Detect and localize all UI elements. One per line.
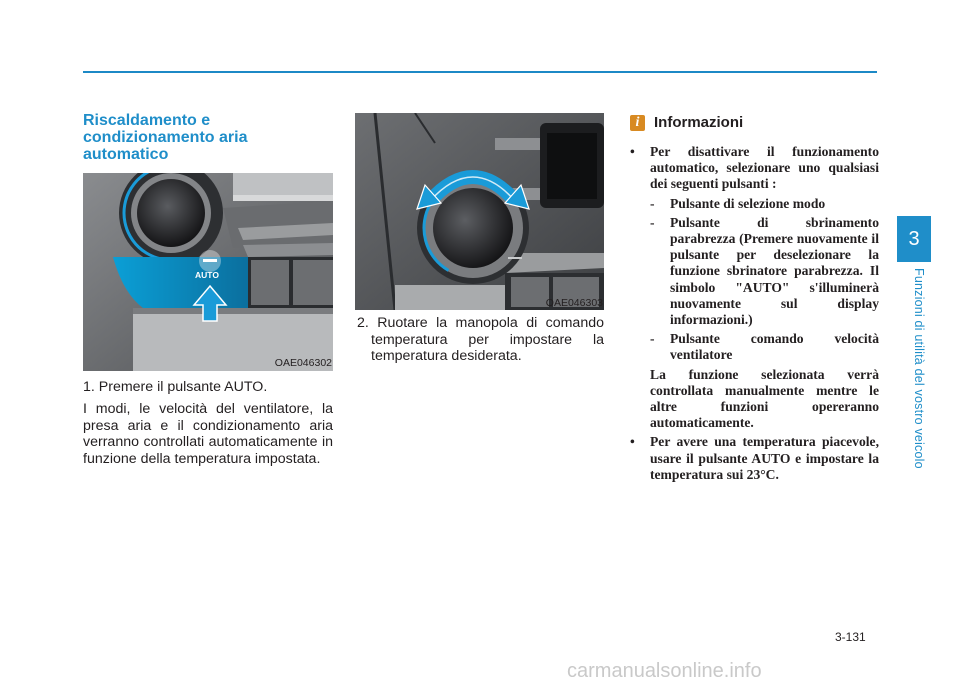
step-1-description: I modi, le velocità del ventilatore, la presa aria e il condizionamento aria verranno controllati automaticamente in funzione della temperatura impostata. [83,401,333,467]
info-paragraph: La funzione selezionata verrà controllata manualmente mentre le altre funzioni opereranno automaticamente. [650,366,879,431]
watermark: carmanualsonline.info [567,660,762,682]
info-body [630,144,879,483]
info-title: Informazioni [654,114,744,131]
figure-auto-button [83,173,333,371]
chapter-title: Funzioni di utilità del vostro veicolo [912,268,926,469]
figure1-code: OAE046302 [274,357,332,369]
section-title: Riscaldamento e condizionamento aria automatico [83,112,248,163]
info-subitem-fan: - Pulsante comando velocità ventilatore [650,331,879,363]
info-bullet-2: • Per avere una temperatura piacevole, usare il pulsante AUTO e impostare la temperatura sui 23°C. [630,434,879,482]
info-header [630,114,743,131]
step-2: 2. Ruotare la manopola di comando temperatura per impostare la temperatura desiderata. [357,315,604,364]
step-1: 1. Premere il pulsante AUTO. [83,379,268,395]
bullet-marker: • [630,434,635,450]
figure-temperature-knob [355,113,604,310]
chapter-tab: 3 [897,216,931,262]
page-number: 3-131 [835,630,866,644]
info-subitem-mode: - Pulsante di selezione modo [650,195,826,211]
info-icon: i [630,115,645,131]
svg-text:AUTO: AUTO [195,270,219,280]
top-rule [83,71,877,73]
info-bullet-1: • Per disattivare il funzionamento automatico, selezionare uno qualsiasi dei seguenti pulsanti : - Pulsante di selezione modo - Pulsante di sbrinamento parabrezza (Premere nuovamente il pulsante per deselezionare la funzione sbrinatore parabrezza. Il simbolo "AUTO" s'illuminerà nuovamente sul display informazioni.) - Pulsante comando velocità ventilatore La funzione selezionata verrà controllata manualmente mentre le altre funzioni opereranno automaticamente. [630,144,879,431]
info-subitem-defrost: - Pulsante di sbrinamento parabrezza (Premere nuovamente il pulsante per deselezionare la funzione sbrinatore parabrezza. Il simbolo "AUTO" s'illuminerà nuovamente sul display informazioni.) [650,214,879,328]
bullet-marker: • [630,144,635,159]
figure2-code: OAE046303 [545,297,603,309]
